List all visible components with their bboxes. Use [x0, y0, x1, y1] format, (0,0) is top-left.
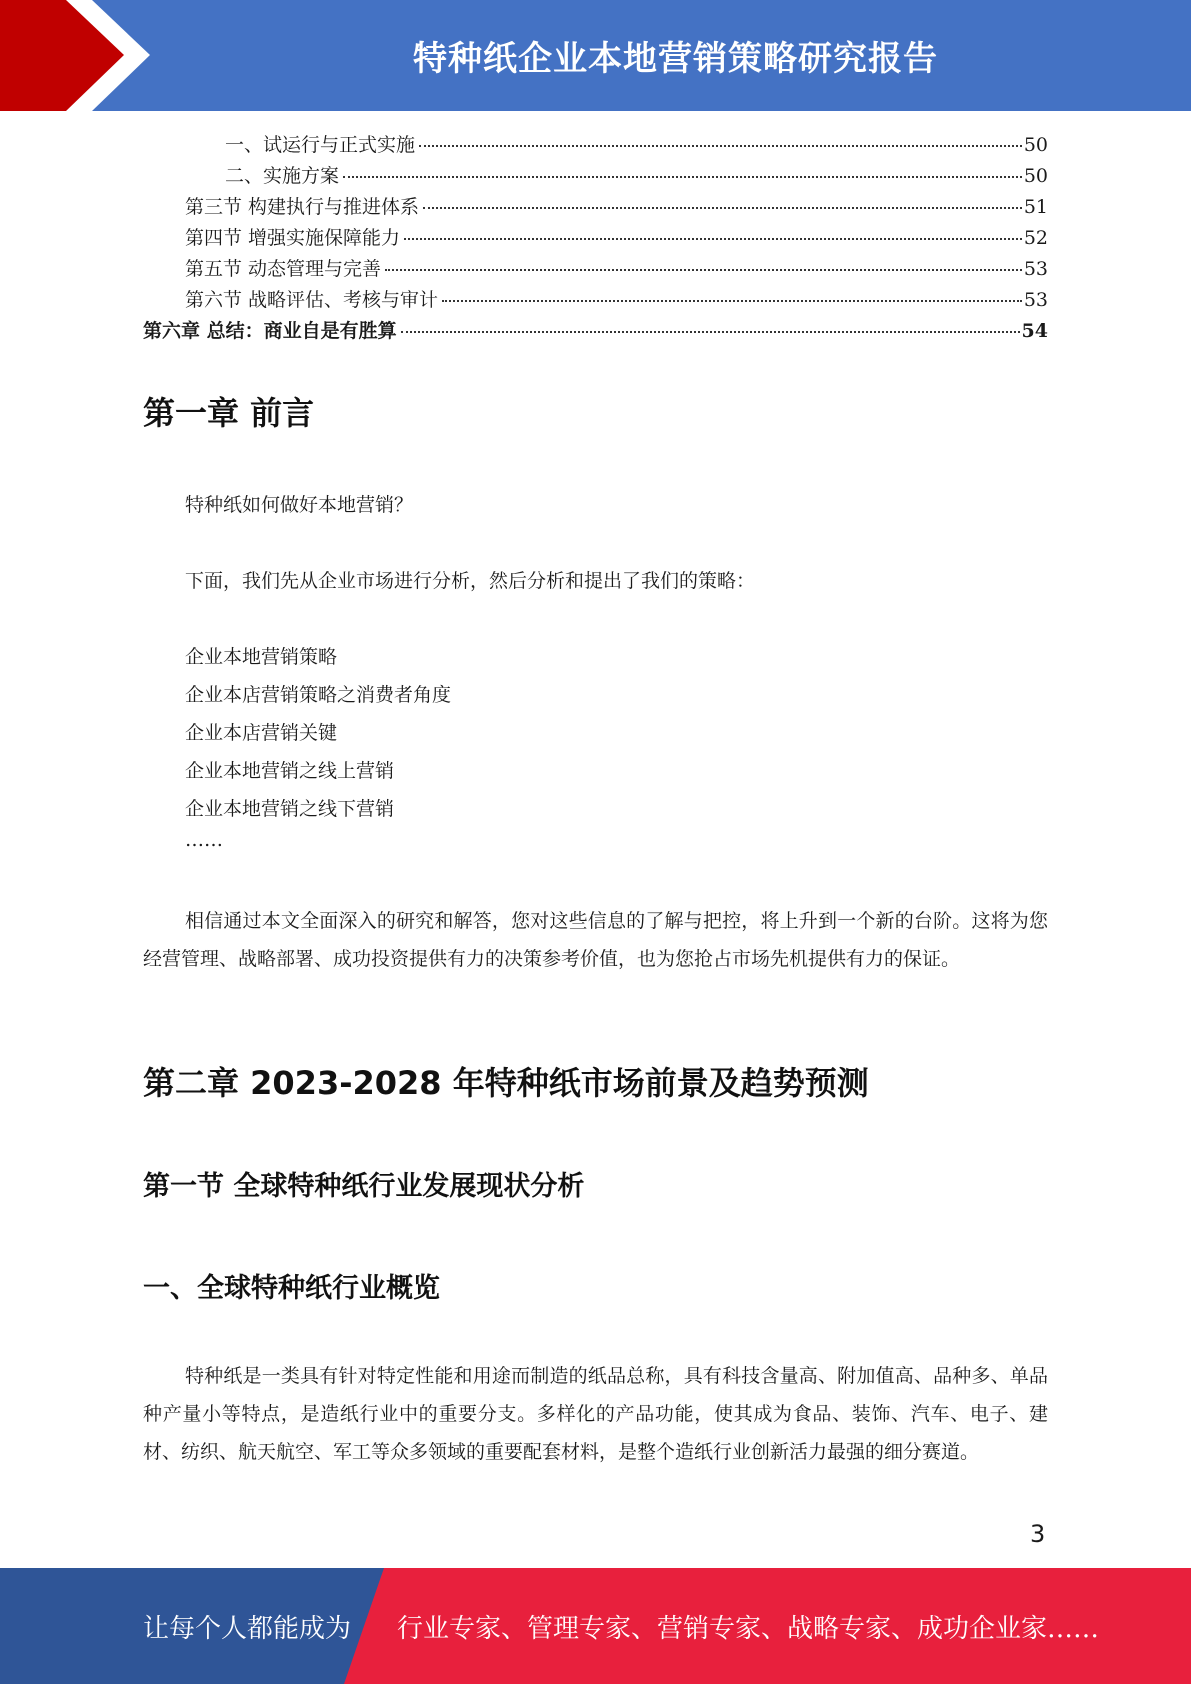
- toc-leader-dots: [404, 238, 1022, 240]
- header-chevron-decoration: [0, 0, 160, 111]
- page-number: 3: [1030, 1520, 1046, 1548]
- strategy-list-item: 企业本地营销之线下营销: [185, 798, 395, 820]
- table-of-contents: [143, 130, 1048, 347]
- report-title: 特种纸企业本地营销策略研究报告: [413, 39, 938, 79]
- toc-entry-title: 第四节 增强实施保障能力: [185, 227, 401, 249]
- toc-leader-dots: [343, 176, 1022, 178]
- subsection-heading: 一、全球特种纸行业概览: [143, 1273, 440, 1304]
- toc-entry-page: 52: [1023, 227, 1048, 249]
- toc-entry-title: 第三节 构建执行与推进体系: [185, 196, 420, 218]
- closing-paragraph: 相信通过本文全面深入的研究和解答，您对这些信息的了解与把控，将上升到一个新的台阶。这将为您经营管理、战略部署、成功投资提供有力的决策参考价值，也为您抢占市场先机提供有力的保证。: [143, 910, 1048, 970]
- toc-entry-page: 51: [1023, 196, 1048, 218]
- toc-entry-page: 54: [1021, 320, 1048, 342]
- toc-entry-title: 一、试运行与正式实施: [225, 134, 416, 156]
- chapter-heading: 第二章 2023-2028 年特种纸市场前景及趋势预测: [143, 1064, 869, 1102]
- toc-entry-title: 第五节 动态管理与完善: [185, 258, 382, 280]
- toc-entry-title: 第六节 战略评估、考核与审计: [185, 289, 439, 311]
- toc-leader-dots: [401, 331, 1020, 333]
- toc-entry[interactable]: [143, 285, 1048, 316]
- question-line: 特种纸如何做好本地营销？: [185, 494, 414, 516]
- strategy-list-item: 企业本地营销策略: [185, 646, 338, 668]
- toc-entry-page: 50: [1023, 165, 1048, 187]
- strategy-list-item: 企业本地营销之线上营销: [185, 760, 395, 782]
- toc-entry-title: 二、实施方案: [225, 165, 340, 187]
- toc-entry-title: 第六章 总结：商业自是有胜算: [143, 320, 397, 342]
- page-header: [0, 0, 1191, 111]
- section-heading: 第一节 全球特种纸行业发展现状分析: [143, 1171, 585, 1202]
- toc-entry[interactable]: [143, 254, 1048, 285]
- toc-entry[interactable]: [143, 130, 1048, 161]
- toc-entry[interactable]: [143, 161, 1048, 192]
- toc-leader-dots: [385, 269, 1022, 271]
- toc-leader-dots: [423, 207, 1022, 209]
- footer-slogan-right: 行业专家、管理专家、营销专家、战略专家、成功企业家……: [397, 1613, 1100, 1644]
- toc-entry-page: 53: [1023, 258, 1048, 280]
- toc-leader-dots: [419, 145, 1022, 147]
- strategy-list-item: 企业本店营销关键: [185, 722, 338, 744]
- chapter-heading: 第一章 前言: [143, 394, 315, 432]
- list-ellipsis: ……: [185, 829, 223, 851]
- toc-entry-page: 50: [1023, 134, 1048, 156]
- toc-entry[interactable]: [143, 192, 1048, 223]
- toc-entry[interactable]: [143, 223, 1048, 254]
- toc-entry-page: 53: [1023, 289, 1048, 311]
- intro-line: 下面，我们先从企业市场进行分析，然后分析和提出了我们的策略：: [185, 570, 756, 592]
- toc-entry-chapter[interactable]: [143, 316, 1048, 347]
- page-footer: [0, 1568, 1191, 1684]
- footer-slogan-left: 让每个人都能成为: [143, 1613, 352, 1644]
- body-paragraph: 特种纸是一类具有针对特定性能和用途而制造的纸品总称，具有科技含量高、附加值高、品种多、单品种产量小等特点，是造纸行业中的重要分支。多样化的产品功能，使其成为食品、装饰、汽车、电子、建材、纺织、航天航空、军工等众多领域的重要配套材料，是整个造纸行业创新活力最强的细分赛道。: [143, 1365, 1048, 1463]
- toc-leader-dots: [442, 300, 1022, 302]
- strategy-list-item: 企业本店营销策略之消费者角度: [185, 684, 452, 706]
